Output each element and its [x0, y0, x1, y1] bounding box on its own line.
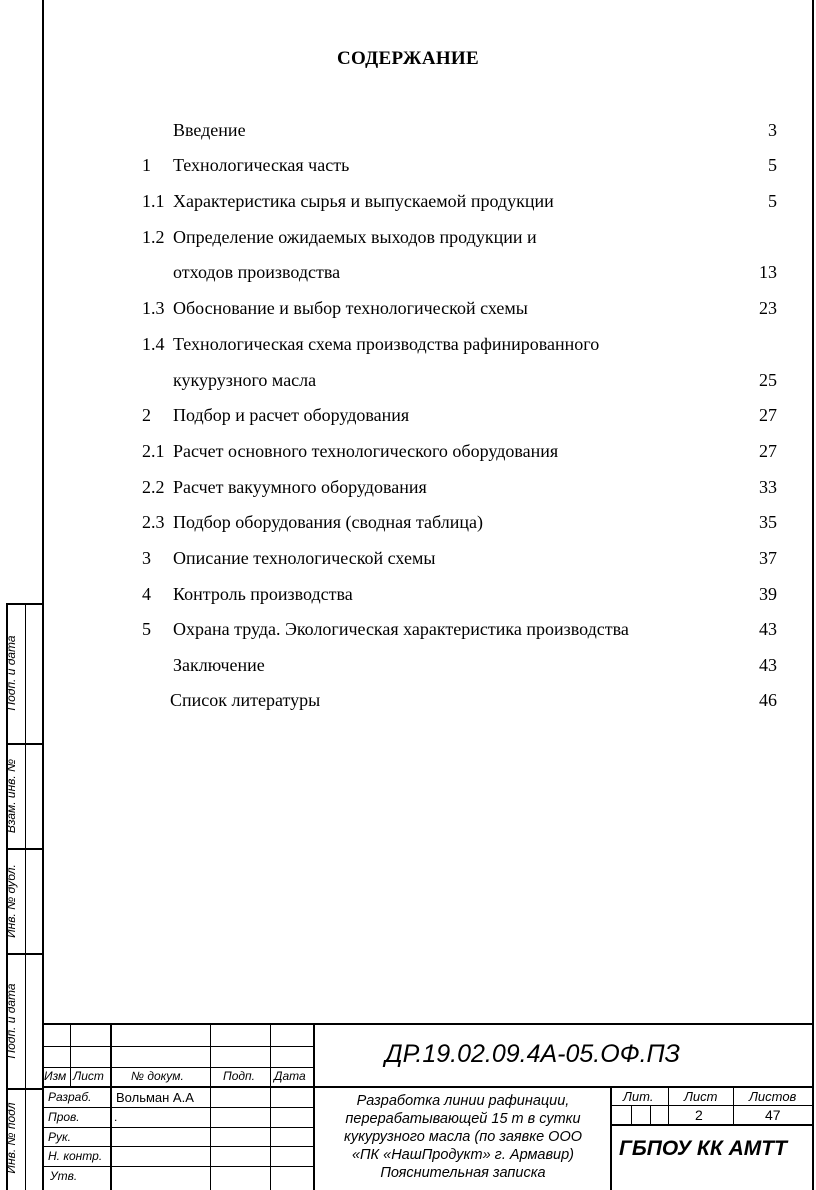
side-strip-div-1 [6, 743, 43, 745]
side-label-inv-dubl: Инв. № дубл. [4, 864, 18, 938]
toc-item-number: 4 [142, 584, 151, 604]
stamp-col-podp: Подп. [223, 1069, 255, 1083]
side-strip-div-3 [6, 953, 43, 955]
stamp-lit-label: Лит. [623, 1089, 654, 1104]
description-line: Разработка линии рафинации, [356, 1093, 570, 1109]
stamp-list-col-left [668, 1087, 669, 1125]
toc-item-page: 43 [759, 619, 777, 639]
toc-item-number: 2.1 [142, 441, 165, 461]
stamp-listov-col-left [733, 1087, 734, 1125]
toc-item-page: 33 [759, 477, 777, 497]
side-label-inv-podl: Инв. № подл [4, 1102, 18, 1174]
stamp-lit-row-line [611, 1105, 813, 1106]
stamp-listov-value: 47 [765, 1107, 781, 1123]
side-strip-top [6, 603, 43, 605]
stamp-razrab-name: Вольман А.А [116, 1090, 194, 1105]
toc-item-text: отходов производства [173, 262, 341, 282]
page-title: СОДЕРЖАНИЕ [337, 48, 479, 69]
toc-item-text: Список литературы [170, 690, 321, 710]
stamp-row-razrab: Разраб. [48, 1090, 92, 1104]
stamp-top-border [42, 1023, 814, 1025]
toc-item-text: Заключение [173, 655, 265, 675]
stamp-list-label: Лист [684, 1089, 718, 1104]
toc-item-text: Подбор и расчет оборудования [173, 405, 410, 425]
stamp-row-line-5 [42, 1127, 314, 1128]
stamp-row-line-1 [42, 1046, 314, 1047]
stamp-col-line-4 [270, 1024, 271, 1190]
stamp-lit-bottom-line [611, 1124, 813, 1126]
stamp-col-list: Лист [73, 1069, 104, 1083]
toc-item-page: 5 [768, 155, 777, 175]
stamp-col-line-1 [70, 1024, 71, 1087]
toc-item-number: 2.3 [142, 512, 165, 532]
toc-item-text: Технологическая часть [173, 155, 350, 175]
stamp-row-line-2 [42, 1067, 314, 1068]
stamp-lit-col-2 [650, 1105, 651, 1125]
stamp-row-line-7 [42, 1166, 314, 1167]
side-label-podp-data-2: Подп. и дата [4, 983, 18, 1059]
toc-item-page: 46 [759, 690, 777, 710]
stamp-col-line-2 [110, 1024, 112, 1190]
toc-item-number: 3 [142, 548, 151, 568]
toc-item-text: Определение ожидаемых выходов продукции и [173, 227, 537, 247]
frame-left-border [42, 0, 44, 1190]
stamp-col-line-5 [313, 1024, 315, 1190]
toc-item-page: 3 [768, 120, 777, 140]
toc-item-page: 39 [759, 584, 777, 604]
toc-item-text: Охрана труда. Экологическая характеристика производства [173, 619, 629, 639]
stamp-listov-label: Листов [749, 1089, 797, 1104]
toc-item-text: кукурузного масла [173, 370, 317, 390]
description-line: перерабатывающей 15 т в сутки [345, 1111, 581, 1127]
stamp-list-value: 2 [695, 1107, 703, 1123]
stamp-row-line-6 [42, 1146, 314, 1147]
stamp-lit-col-1 [631, 1105, 632, 1125]
toc-item-page: 25 [759, 370, 777, 390]
toc-item-text: Технологическая схема производства рафинированного [173, 334, 600, 354]
toc-item-page: 23 [759, 298, 777, 318]
toc-item-number: 2.2 [142, 477, 165, 497]
toc-item-number: 1.1 [142, 191, 165, 211]
stamp-col-dokum: № докум. [131, 1069, 184, 1083]
side-label-podp-data-1: Подп. и дата [4, 635, 18, 711]
stamp-right-section-left [610, 1087, 612, 1190]
toc-item-page: 27 [759, 441, 777, 461]
toc-item-number: 5 [142, 619, 151, 639]
stamp-prov-mark: . [114, 1110, 118, 1124]
stamp-col-line-3 [210, 1024, 211, 1190]
stamp-row-ruk: Рук. [48, 1130, 72, 1144]
toc-item-number: 1.4 [142, 334, 165, 354]
stamp-row-utv: Утв. [50, 1169, 78, 1183]
toc-item-text: Описание технологической схемы [173, 548, 436, 568]
toc-item-page: 43 [759, 655, 777, 675]
toc-item-text: Подбор оборудования (сводная таблица) [173, 512, 483, 532]
stamp-row-prov: Пров. [48, 1110, 80, 1124]
toc-item-page: 27 [759, 405, 777, 425]
toc-item-page: 13 [759, 262, 777, 282]
stamp-row-nkontr: Н. контр. [48, 1149, 103, 1163]
toc-item-text: Расчет основного технологического оборудования [173, 441, 559, 461]
frame-right-border [812, 0, 814, 1190]
side-strip-div-2 [6, 848, 43, 850]
toc-item-text: Контроль производства [173, 584, 353, 604]
toc-item-text: Обоснование и выбор технологической схемы [173, 298, 528, 318]
description-line: «ПК «НашПродукт» г. Армавир) [351, 1147, 574, 1163]
toc-item-page: 5 [768, 191, 777, 211]
stamp-col-izm: Изм [44, 1069, 67, 1083]
stamp-col-data: Дата [274, 1069, 306, 1083]
toc-item-number: 1 [142, 155, 151, 175]
toc-item-number: 1.3 [142, 298, 165, 318]
description-line: кукурузного масла (по заявке ООО [343, 1129, 583, 1145]
stamp-row-line-4 [42, 1107, 314, 1108]
toc-item-number: 2 [142, 405, 151, 425]
side-strip-separator [25, 603, 26, 1190]
toc-item-text: Введение [173, 120, 246, 140]
toc-item-text: Характеристика сырья и выпускаемой продукции [173, 191, 554, 211]
toc-item-page: 37 [759, 548, 777, 568]
toc-item-page: 35 [759, 512, 777, 532]
stamp-header-line [42, 1086, 814, 1088]
toc-item-text: Расчет вакуумного оборудования [173, 477, 427, 497]
side-label-vzam-inv: Взам. инв. № [4, 758, 18, 834]
description-line: Пояснительная записка [380, 1165, 546, 1181]
document-code: ДР.19.02.09.4А-05.ОФ.ПЗ [385, 1040, 680, 1068]
organization-name: ГБПОУ КК АМТТ [619, 1137, 787, 1160]
toc-item-number: 1.2 [142, 227, 165, 247]
